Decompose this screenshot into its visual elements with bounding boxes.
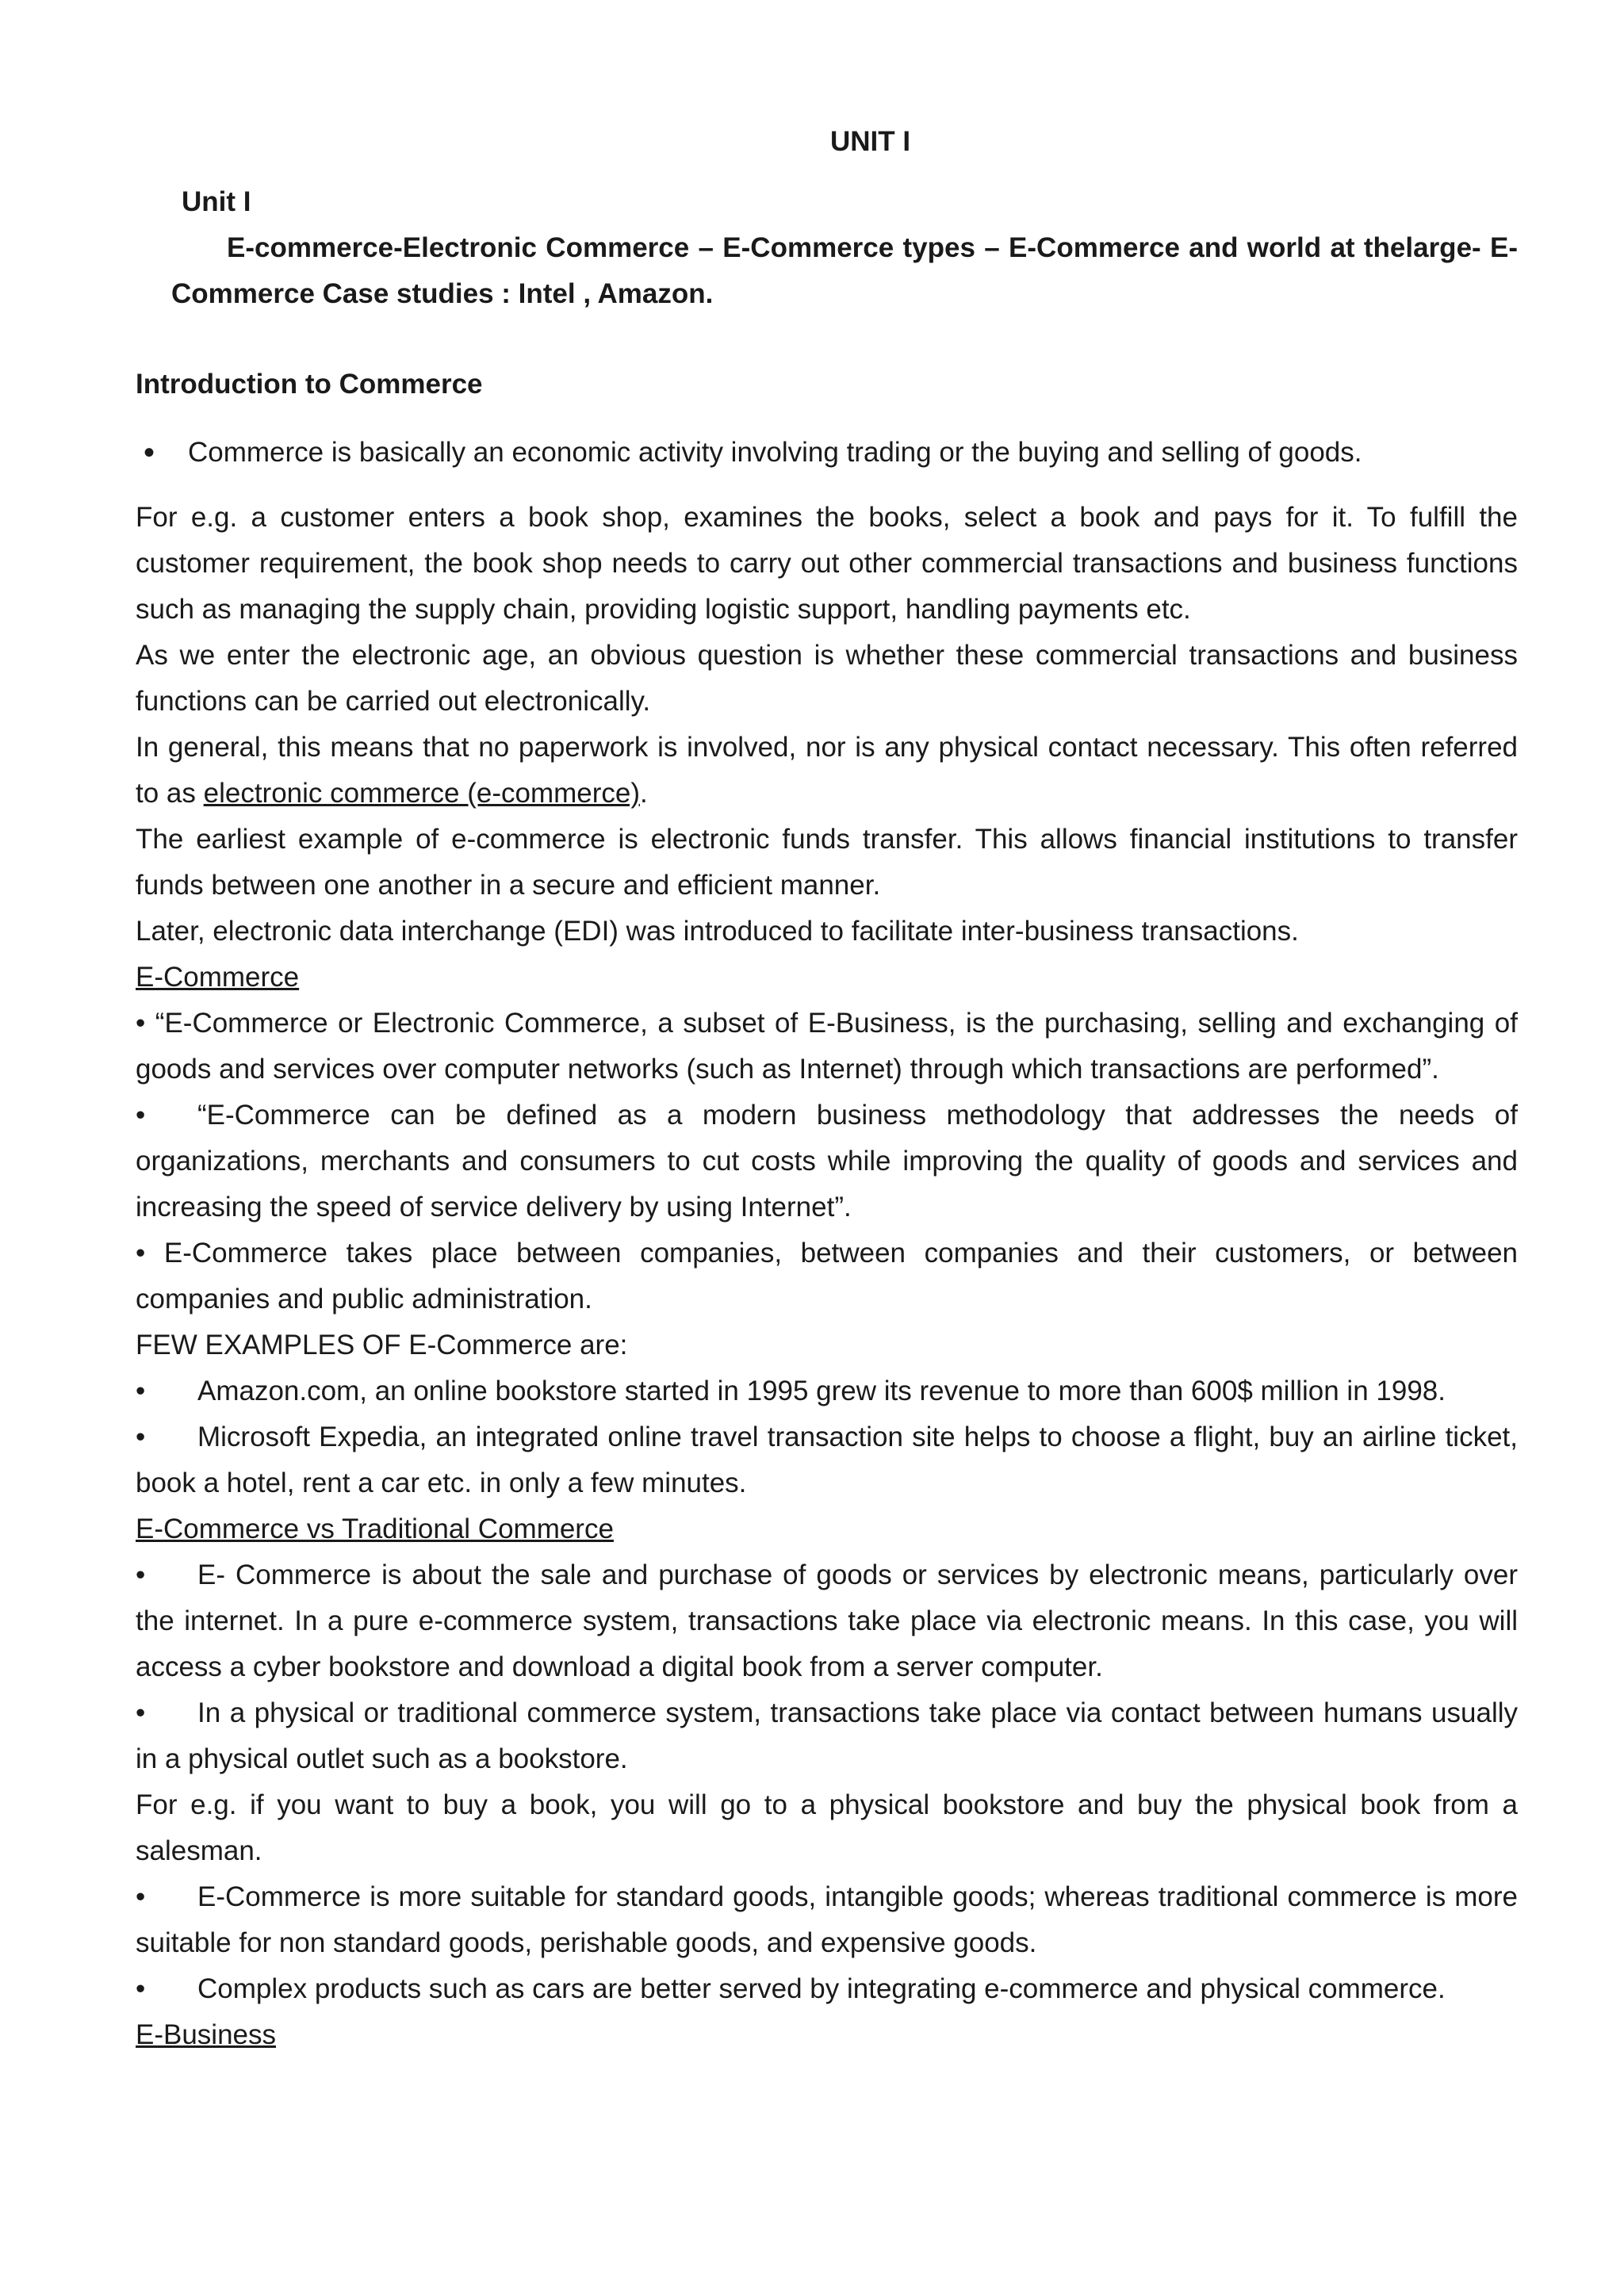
vs-point-5 — [136, 1966, 1518, 2012]
example-expedia — [136, 1414, 1518, 1506]
paragraph-edi: Later, electronic data interchange (EDI) was introduced to facilitate inter-business transactions. — [136, 916, 1299, 947]
unit-subheading: Unit I — [182, 186, 251, 217]
paragraph-electronic-age: As we enter the electronic age, an obvious question is whether these commercial transactions and business functions can be carried out electronically. — [136, 640, 1518, 717]
ecommerce-definition-1: • “E-Commerce or Electronic Commerce, a subset of E-Business, is the purchasing, selling and exchanging of goods and services over computer networks (such as Internet) through which transactions are performed”. — [136, 1008, 1518, 1085]
vs-point-4-text: E-Commerce is more suitable for standard goods, intangible goods; whereas traditional commerce is more suitable for non standard goods, perishable goods, and expensive goods. — [136, 1881, 1518, 1958]
ecommerce-definition-2 — [136, 1093, 1518, 1230]
intro-bullet — [136, 430, 1518, 476]
example-amazon — [136, 1368, 1518, 1414]
paragraph-no-paperwork — [136, 725, 1518, 817]
vs-heading: E-Commerce vs Traditional Commerce — [136, 1513, 614, 1544]
vs-point-3: For e.g. if you want to buy a book, you will go to a physical bookstore and buy the physical book from a salesman. — [136, 1789, 1518, 1866]
examples-label: FEW EXAMPLES OF E-Commerce are: — [136, 1330, 628, 1360]
bullet-dot: • — [136, 1973, 146, 2004]
example-amazon-text: Amazon.com, an online bookstore started in 1995 grew its revenue to more than 600$ million in 1998. — [197, 1376, 1446, 1406]
paragraph-funds-transfer: The earliest example of e-commerce is electronic funds transfer. This allows financial institutions to transfer funds between one another in a secure and efficient manner. — [136, 824, 1518, 901]
vs-point-2 — [136, 1690, 1518, 1782]
paragraph-bookshop: For e.g. a customer enters a book shop, examines the books, select a book and pays for it. To fulfill the customer requirement, the book shop needs to carry out other commercial transactions and business functions such as managing the supply chain, providing logistic support, handling payments etc. — [136, 502, 1518, 625]
bullet-dot: • — [136, 1697, 146, 1728]
bullet-dot: • — [136, 1376, 146, 1406]
paragraph-period: . — [640, 778, 648, 809]
vs-point-4 — [136, 1874, 1518, 1966]
ecommerce-heading: E-Commerce — [136, 962, 300, 993]
paragraph-no-paperwork-text: In general, this means that no paperwork is involved, nor is any physical contact necessary. This often referred to as — [136, 732, 1518, 809]
bullet-dot: • — [136, 1422, 146, 1452]
bullet-dot: • — [136, 1881, 146, 1912]
ecommerce-term-underlined: electronic commerce (e-commerce) — [203, 778, 641, 809]
intro-heading: Introduction to Commerce — [136, 369, 483, 400]
vs-point-1 — [136, 1552, 1518, 1690]
intro-bullet-text: Commerce is basically an economic activity involving trading or the buying and selling of goods. — [188, 437, 1362, 468]
ecommerce-definition-3: • E-Commerce takes place between companies, between companies and their customers, or between companies and public administration. — [136, 1238, 1518, 1314]
bullet-dot: • — [136, 1100, 146, 1131]
vs-point-2-text: In a physical or traditional commerce system, transactions take place via contact between humans usually in a physical outlet such as a bookstore. — [136, 1697, 1518, 1774]
vs-point-1-text: E- Commerce is about the sale and purchase of goods or services by electronic means, particularly over the internet. In a pure e-commerce system, transactions take place via electronic means. In this case, you will access a cyber bookstore and download a digital book from a server computer. — [136, 1559, 1518, 1682]
example-expedia-text: Microsoft Expedia, an integrated online travel transaction site helps to choose a flight, buy an airline ticket, book a hotel, rent a car etc. in only a few minutes. — [136, 1422, 1518, 1498]
unit-title: UNIT I — [829, 126, 911, 157]
vs-point-5-text: Complex products such as cars are better served by integrating e-commerce and physical commerce. — [197, 1973, 1446, 2004]
syllabus-text: E-commerce-Electronic Commerce – E-Commerce types – E-Commerce and world at thelarge- E- Commerce Case studies : Intel , Amazon. — [171, 232, 1518, 309]
bullet-dot: • — [144, 435, 155, 470]
bullet-dot: • — [136, 1559, 146, 1590]
ebusiness-heading: E-Business — [136, 2019, 277, 2050]
ecommerce-definition-2-text: “E-Commerce can be defined as a modern business methodology that addresses the needs of organizations, merchants and consumers to cut costs while improving the quality of goods and services and increasing the speed of service delivery by using Internet”. — [136, 1100, 1518, 1223]
document-content — [136, 119, 1518, 2058]
